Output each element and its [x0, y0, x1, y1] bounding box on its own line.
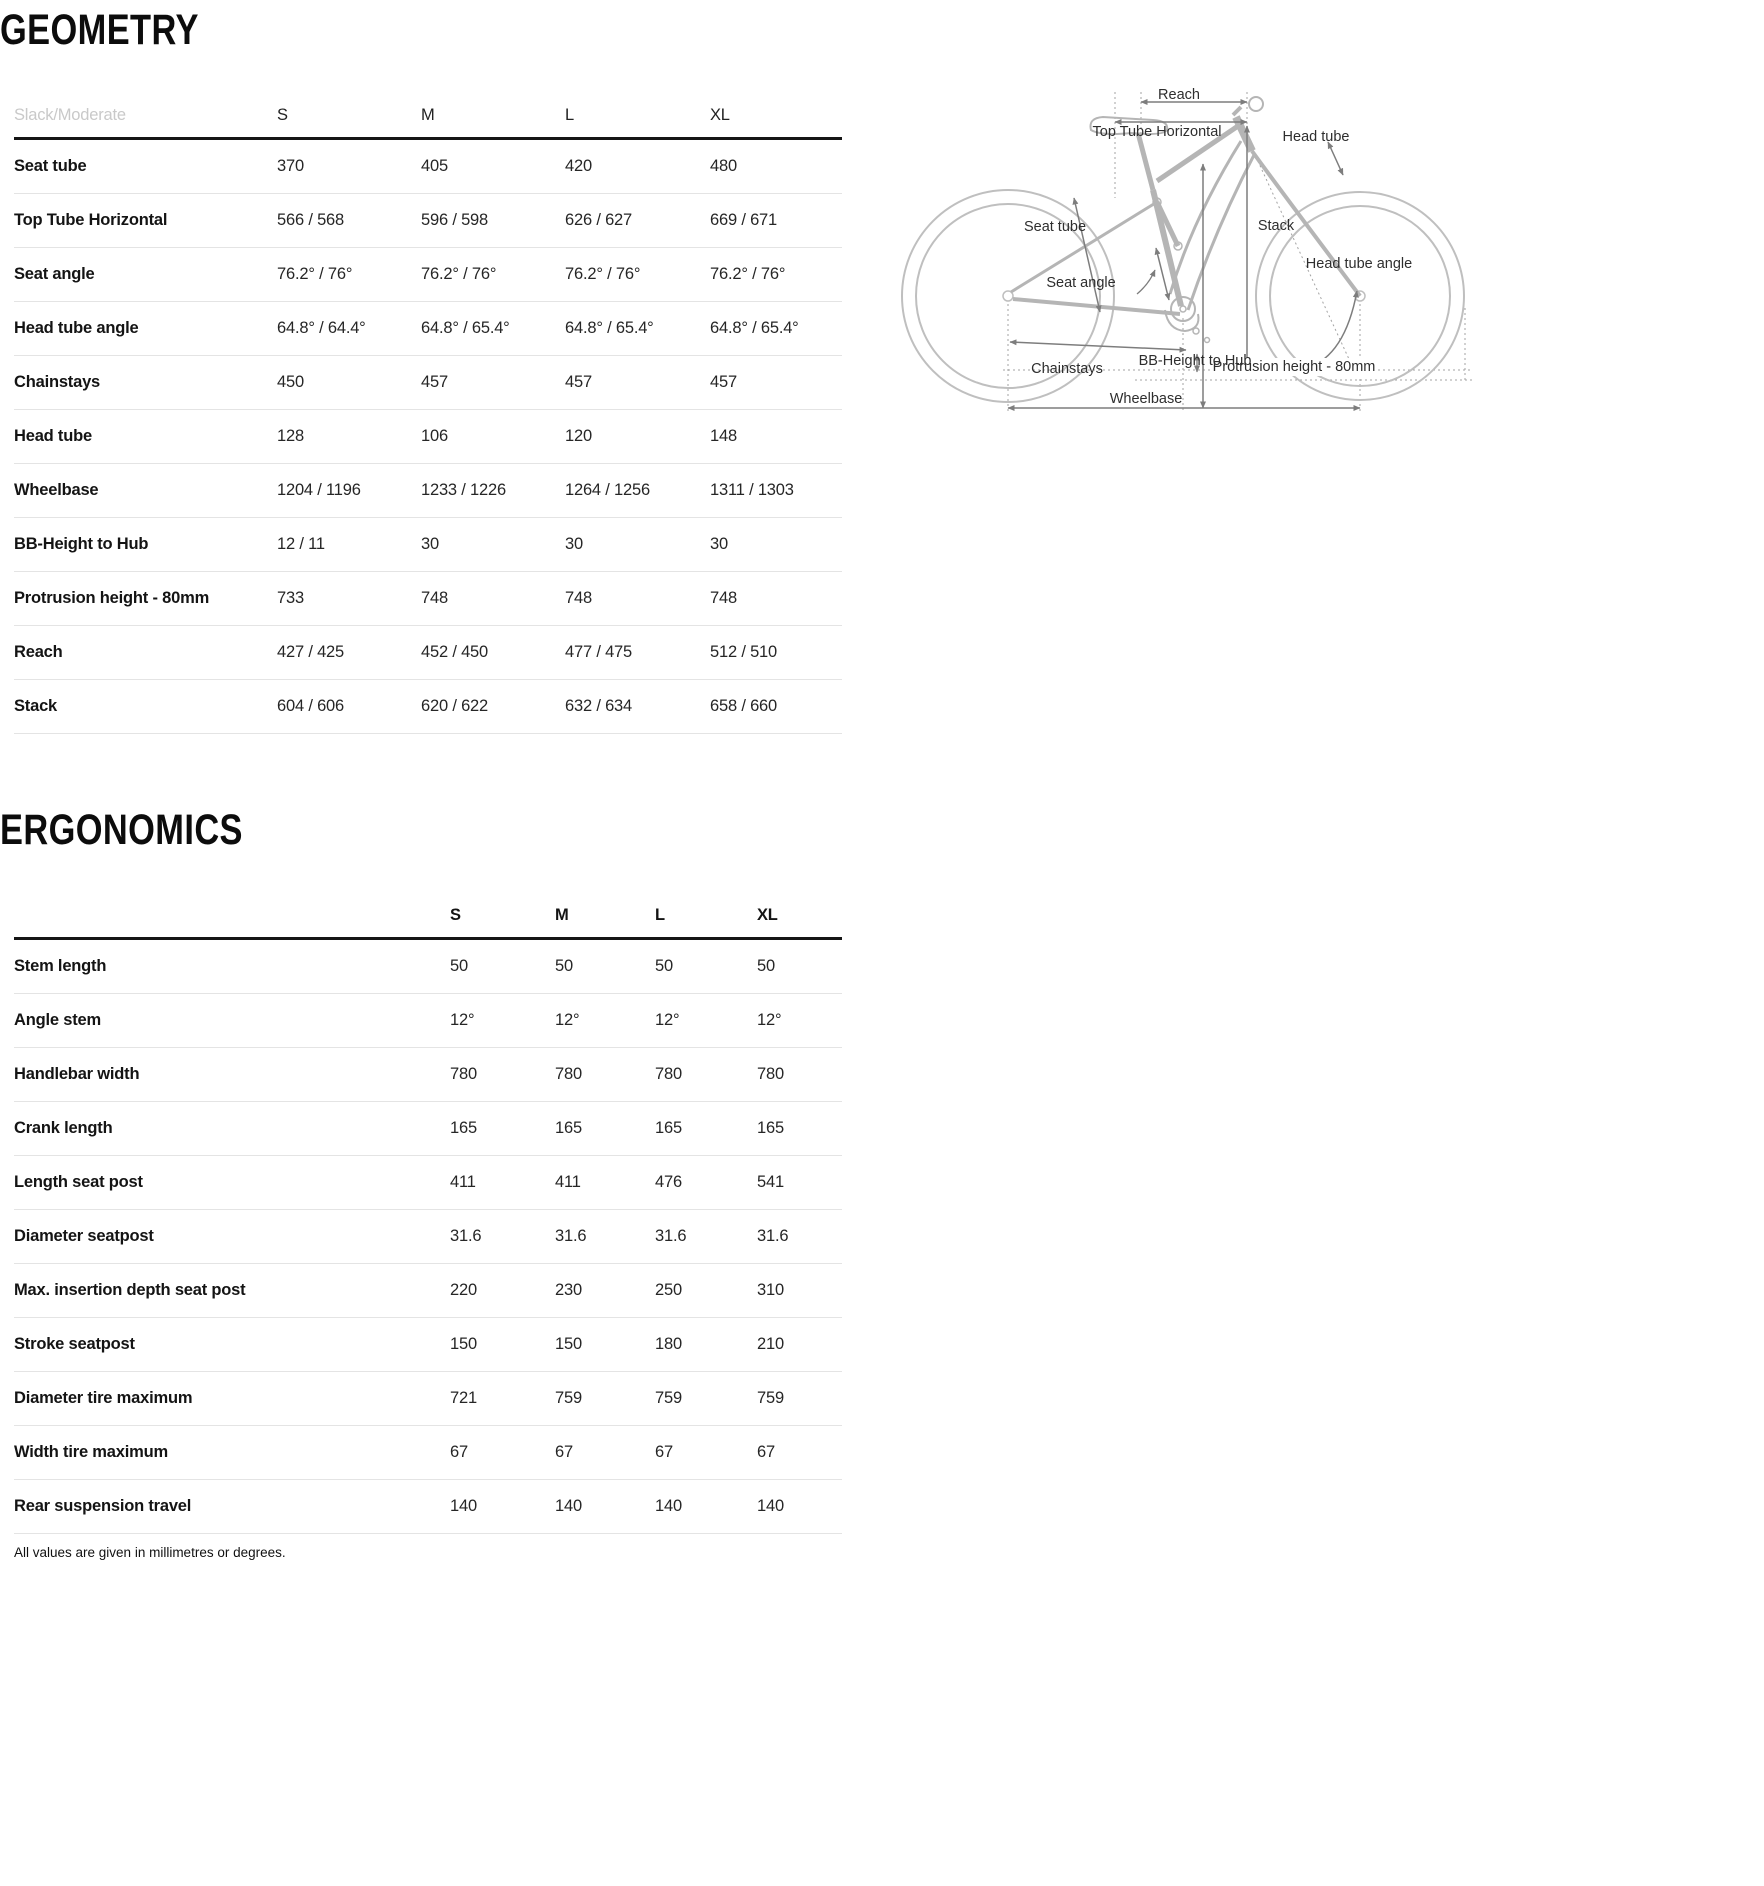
column-header-xl: XL	[757, 906, 778, 924]
cell: 477 / 475	[565, 643, 633, 661]
table-row	[14, 248, 842, 302]
cell: 165	[555, 1119, 582, 1137]
cell: 370	[277, 157, 304, 175]
cell: 658 / 660	[710, 697, 778, 715]
cell: 541	[757, 1173, 784, 1191]
bike-geometry-diagram	[895, 78, 1475, 426]
diagram-label-bb-height: BB-Height to Hub	[1138, 353, 1252, 369]
pivot-bolt	[1205, 338, 1210, 343]
cell: 67	[655, 1443, 673, 1461]
table-row	[14, 572, 842, 626]
diagram-label-wheelbase: Wheelbase	[1109, 391, 1183, 407]
geometry-table-header	[14, 94, 842, 140]
row-label: Stack	[14, 697, 58, 715]
cell: 626 / 627	[565, 211, 633, 229]
cell: 721	[450, 1389, 477, 1407]
cell: 210	[757, 1335, 784, 1353]
diagram-label-seat-tube: Seat tube	[1023, 219, 1087, 235]
cell: 427 / 425	[277, 643, 345, 661]
cell: 420	[565, 157, 592, 175]
cell: 748	[565, 589, 592, 607]
cell: 76.2° / 76°	[421, 265, 497, 283]
row-label: Seat angle	[14, 265, 95, 283]
table-row	[14, 1318, 842, 1372]
row-label: Wheelbase	[14, 481, 99, 499]
seat-angle-arc	[1137, 270, 1155, 294]
column-header-l: L	[565, 106, 574, 124]
row-label: Stem length	[14, 957, 107, 975]
cell: 220	[450, 1281, 477, 1299]
column-header-m: M	[421, 106, 435, 124]
cell: 748	[710, 589, 737, 607]
footnote: All values are given in millimetres or degrees.	[14, 1545, 286, 1560]
diagram-label-stack: Stack	[1257, 218, 1295, 234]
table-row	[14, 1210, 842, 1264]
table-row	[14, 194, 842, 248]
row-label: Seat tube	[14, 157, 87, 175]
cell: 64.8° / 64.4°	[277, 319, 366, 337]
row-label: Crank length	[14, 1119, 113, 1137]
cell: 31.6	[757, 1227, 789, 1245]
diagram-label-head-tube-angle: Head tube angle	[1305, 256, 1413, 272]
cell: 64.8° / 65.4°	[421, 319, 510, 337]
table-row	[14, 1048, 842, 1102]
table-row	[14, 1480, 842, 1534]
ergonomics-table	[0, 894, 842, 1534]
down-tube-lower	[1188, 155, 1254, 310]
column-header-m: M	[555, 906, 569, 924]
cell: 452 / 450	[421, 643, 489, 661]
cell: 780	[757, 1065, 784, 1083]
cell: 780	[450, 1065, 477, 1083]
cell: 12°	[555, 1011, 580, 1029]
handlebar-grip	[1249, 97, 1263, 111]
cell: 632 / 634	[565, 697, 633, 715]
cell: 140	[450, 1497, 477, 1515]
cell: 759	[655, 1389, 682, 1407]
cell: 620 / 622	[421, 697, 489, 715]
diagram-label-seat-angle: Seat angle	[1046, 275, 1116, 291]
cell: 1233 / 1226	[421, 481, 506, 499]
cell: 476	[655, 1173, 682, 1191]
cell: 596 / 598	[421, 211, 489, 229]
cell: 140	[555, 1497, 582, 1515]
diagram-label-chainstays: Chainstays	[1031, 361, 1103, 377]
cell: 1204 / 1196	[277, 481, 361, 499]
cell: 128	[277, 427, 304, 445]
cell: 604 / 606	[277, 697, 345, 715]
cell: 30	[421, 535, 439, 553]
column-header-xl: XL	[710, 106, 730, 124]
table-row	[14, 410, 842, 464]
table-row	[14, 1102, 842, 1156]
cell: 30	[710, 535, 728, 553]
cell: 165	[655, 1119, 682, 1137]
cell: 457	[565, 373, 592, 391]
cell: 759	[555, 1389, 582, 1407]
cell: 12°	[450, 1011, 475, 1029]
diagram-label-reach: Reach	[1158, 87, 1200, 103]
cell: 150	[555, 1335, 582, 1353]
table-row	[14, 356, 842, 410]
chainring	[1171, 297, 1195, 321]
cell: 669 / 671	[710, 211, 778, 229]
cell: 405	[421, 157, 448, 175]
cell: 1264 / 1256	[565, 481, 650, 499]
pivot-bolt	[1193, 328, 1199, 334]
cell: 31.6	[555, 1227, 587, 1245]
cell: 64.8° / 65.4°	[710, 319, 799, 337]
table-row	[14, 994, 842, 1048]
row-label: Protrusion height - 80mm	[14, 589, 210, 607]
cell: 140	[655, 1497, 682, 1515]
cell: 148	[710, 427, 737, 445]
table-row	[14, 464, 842, 518]
chainstays-arrow	[1010, 342, 1186, 350]
cell: 120	[565, 427, 592, 445]
cell: 76.2° / 76°	[565, 265, 641, 283]
table-row	[14, 140, 842, 194]
geometry-table	[0, 94, 842, 734]
chainstay	[1013, 299, 1180, 314]
ergonomics-table-header	[14, 894, 842, 940]
cell: 76.2° / 76°	[277, 265, 353, 283]
cell: 12°	[757, 1011, 782, 1029]
cell: 180	[655, 1335, 682, 1353]
column-header-l: L	[655, 906, 665, 924]
diagram-label-top-tube-horizontal: Top Tube Horizontal	[1092, 124, 1222, 140]
cell: 512 / 510	[710, 643, 778, 661]
cell: 67	[757, 1443, 775, 1461]
row-label: Diameter tire maximum	[14, 1389, 193, 1407]
table-row	[14, 626, 842, 680]
row-label: Width tire maximum	[14, 1443, 168, 1461]
cell: 566 / 568	[277, 211, 345, 229]
cell: 411	[450, 1173, 476, 1191]
cell: 50	[655, 957, 673, 975]
row-label: Handlebar width	[14, 1065, 140, 1083]
cell: 250	[655, 1281, 682, 1299]
column-header-s: S	[450, 906, 461, 924]
row-label: Rear suspension travel	[14, 1497, 192, 1515]
seat-tube-arrow	[1074, 198, 1100, 312]
diagram-label-protrusion: Protrusion height - 80mm	[1212, 359, 1376, 375]
cell: 150	[450, 1335, 477, 1353]
cell: 106	[421, 427, 448, 445]
head-tube-arrow	[1328, 142, 1343, 175]
row-label: Stroke seatpost	[14, 1335, 135, 1353]
stem	[1233, 107, 1241, 115]
cell: 733	[277, 589, 304, 607]
cell: 12°	[655, 1011, 680, 1029]
cell: 12 / 11	[277, 535, 325, 553]
table-row	[14, 302, 842, 356]
cell: 310	[757, 1281, 784, 1299]
cell: 67	[450, 1443, 468, 1461]
cell: 457	[710, 373, 737, 391]
cell: 30	[565, 535, 583, 553]
cell: 230	[555, 1281, 582, 1299]
bb-axle	[1180, 306, 1186, 312]
seatpost	[1138, 133, 1153, 190]
geometry-title: GEOMETRY	[0, 6, 199, 54]
cell: 780	[655, 1065, 682, 1083]
cell: 165	[757, 1119, 784, 1137]
cell: 31.6	[450, 1227, 482, 1245]
cell: 50	[757, 957, 775, 975]
cell: 450	[277, 373, 304, 391]
row-label: Max. insertion depth seat post	[14, 1281, 246, 1299]
table-row	[14, 1156, 842, 1210]
cell: 748	[421, 589, 448, 607]
table-row	[14, 1372, 842, 1426]
column-header-s: S	[277, 106, 288, 124]
row-label: Head tube angle	[14, 319, 139, 337]
cell: 50	[555, 957, 573, 975]
table-row	[14, 680, 842, 734]
table-row	[14, 1426, 842, 1480]
cell: 64.8° / 65.4°	[565, 319, 654, 337]
row-label: Length seat post	[14, 1173, 143, 1191]
ergonomics-title: ERGONOMICS	[0, 806, 243, 854]
table-row	[14, 518, 842, 572]
cell: 67	[555, 1443, 573, 1461]
cell: 1311 / 1303	[710, 481, 794, 499]
head-tube-angle-arc	[1307, 291, 1357, 368]
row-label: Top Tube Horizontal	[14, 211, 168, 229]
row-label: Head tube	[14, 427, 92, 445]
cell: 411	[555, 1173, 581, 1191]
cell: 480	[710, 157, 737, 175]
cell: 31.6	[655, 1227, 687, 1245]
cell: 50	[450, 957, 468, 975]
cell: 457	[421, 373, 448, 391]
cell: 759	[757, 1389, 784, 1407]
diagram-label-head-tube: Head tube	[1282, 129, 1350, 145]
cell: 165	[450, 1119, 477, 1137]
row-label: Chainstays	[14, 373, 101, 391]
table-row	[14, 940, 842, 994]
cell: 76.2° / 76°	[710, 265, 786, 283]
corner-label: Slack/Moderate	[14, 106, 126, 124]
row-label: Diameter seatpost	[14, 1227, 154, 1245]
cell: 140	[757, 1497, 784, 1515]
row-label: Reach	[14, 643, 63, 661]
cell: 780	[555, 1065, 582, 1083]
row-label: Angle stem	[14, 1011, 101, 1029]
table-row	[14, 1264, 842, 1318]
row-label: BB-Height to Hub	[14, 535, 149, 553]
